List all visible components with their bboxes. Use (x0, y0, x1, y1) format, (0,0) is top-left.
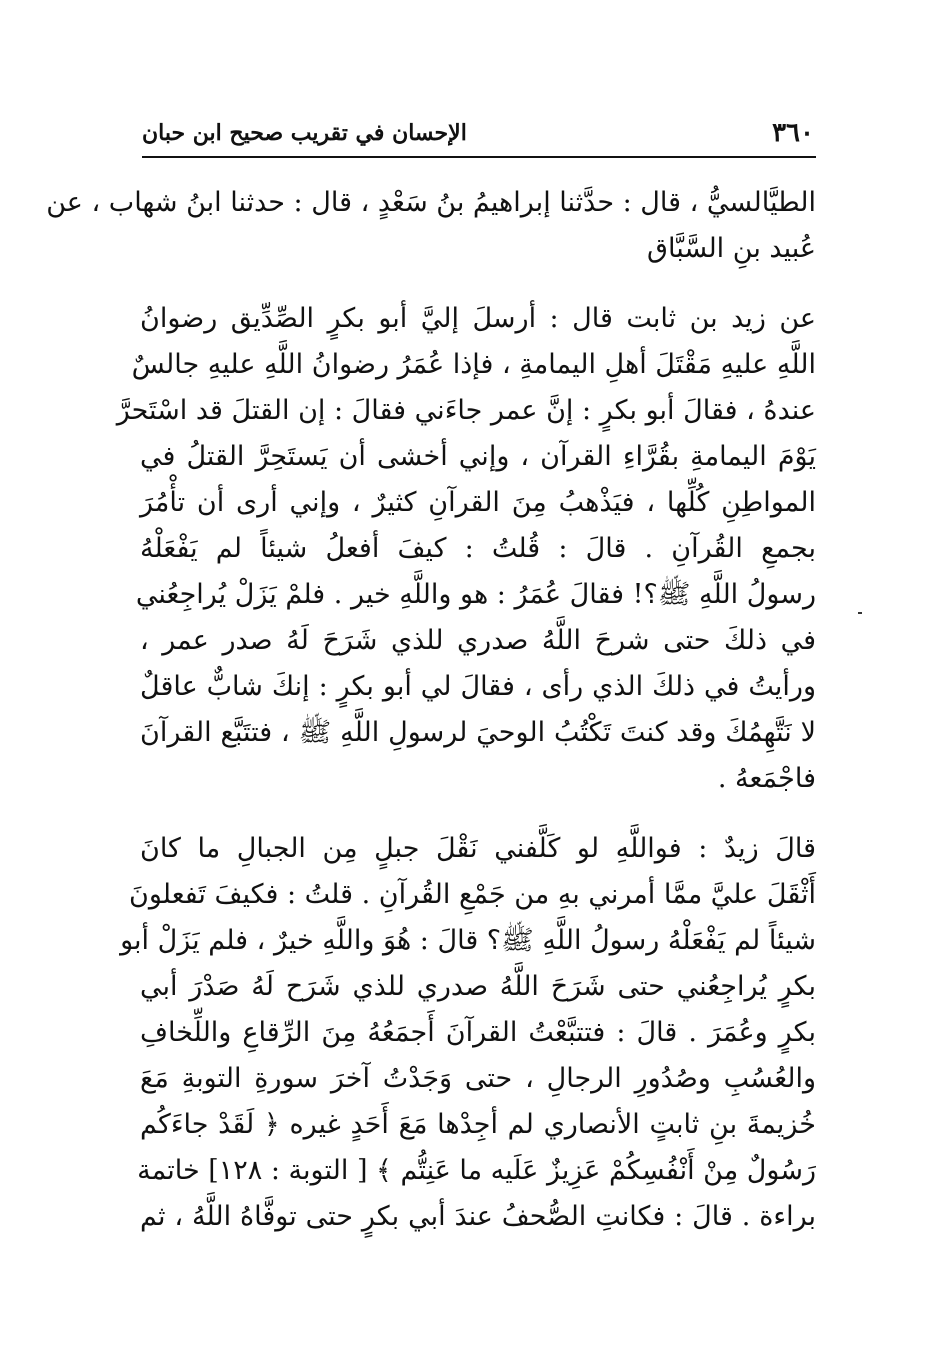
paragraph-gap (140, 272, 816, 296)
text-line: قالَ زيدٌ : فواللَّهِ لو كَلَّفني نَقْلَ جبلٍ مِن الجبالِ ما كانَ (140, 833, 816, 864)
paragraph-3 (120, 826, 816, 1240)
text-line: بكرٍ يُراجِعُني حتى شَرَحَ اللَّهُ صدري للذي شَرَح لَهُ صَدْرَ أبي (140, 971, 816, 1002)
margin-mark (858, 612, 862, 614)
page-number: ٣٦٠ (772, 118, 814, 148)
header-rule (142, 156, 816, 158)
text-line: شيئاً لم يَفْعَلْهُ رسولُ اللَّهِ ﷺ؟ قالَ : هُوَ واللَّهِ خيرٌ ، فلم يَزَلْ أبو (120, 925, 816, 956)
text-line: فاجْمَعهُ . (717, 763, 816, 794)
text-line: اللَّهِ عليهِ مَقْتَلَ أهلِ اليمامةِ ، فإذا عُمَرُ رضوانُ اللَّهِ عليهِ جالسٌ (131, 349, 816, 380)
paragraph-1 (46, 180, 816, 272)
text-line: الطيَّالسيُّ ، قال : حدَّثنا إبراهيمُ بنُ سَعْدٍ ، قال : حدثنا ابنُ شهاب ، عن (46, 187, 816, 218)
text-line: براءة . قالَ : فكانتِ الصُّحفُ عندَ أبي بكرٍ حتى توفَّاهُ اللَّهُ ، ثم (140, 1201, 816, 1232)
text-line: رسولُ اللَّهِ ﷺ؟! فقالَ عُمَرُ : هو واللَّهِ خير . فلمْ يَزَلْ يُراجِعُني (135, 579, 816, 610)
text-line: أَثْقَلَ عليَّ ممَّا أمرني بهِ من جَمْعِ القُرآنِ . قلتُ : فكيفَ تَفعلونَ (129, 879, 816, 910)
text-line: لا نَتَّهِمُكَ وقد كنتَ تَكْتُبُ الوحيَ لرسولِ اللَّهِ ﷺ ، فتتَبَّع القرآنَ (140, 717, 816, 748)
paragraph-gap (140, 802, 816, 826)
text-line: المواطِنِ كُلِّها ، فيَذْهبُ مِنَ القرآنِ كثيرٌ ، وإني أرى أن تأْمُرَ (140, 487, 816, 518)
text-line: عندهُ ، فقالَ أبو بكرٍ : إنَّ عمر جاءَني فقالَ : إن القتلَ قد اسْتَحرَّ (116, 395, 816, 426)
text-line: ورأيتُ في ذلكَ الذي رأى ، فقالَ لي أبو بكرٍ : إنكَ شابٌّ عاقلٌ (140, 671, 816, 702)
text-line: خُزيمةَ بنِ ثابتٍ الأنصاري لم أجِدْها مَعَ أَحَدٍ غيره ﴿ لَقَدْ جاءَكُم (140, 1109, 816, 1140)
body-text (46, 180, 816, 1240)
book-title: الإحسان في تقريب صحيح ابن حبان (142, 120, 467, 146)
text-line: في ذلكَ حتى شرحَ اللَّهُ صدري للذي شَرَحَ لَهُ صدر عمر ، (140, 625, 816, 656)
running-header (142, 116, 814, 156)
text-line: بكرٍ وعُمَرَ . قالَ : فتتبَّعْتُ القرآنَ أَجمَعُهُ مِنَ الرِّقاعِ واللِّخافِ (140, 1017, 816, 1048)
paragraph-2 (116, 296, 816, 802)
text-line: بجمعِ القُرآنِ . قالَ : قُلتُ : كيفَ أفعلُ شيئاً لم يَفْعَلْهُ (140, 533, 816, 564)
text-line: والعُسُبِ وصُدُورِ الرجالِ ، حتى وَجَدْتُ آخرَ سورةِ التوبةِ مَعَ (140, 1063, 816, 1094)
text-line: عن زيد بن ثابت قال : أرسلَ إليَّ أبو بكرٍ الصِّدِّيق رضوانُ (140, 303, 816, 334)
text-line: رَسُولٌ مِنْ أَنْفُسِكُمْ عَزِيزٌ عَلَيه ما عَنِتُّم ﴾ [ التوبة : ١٢٨] خاتمة (137, 1155, 816, 1186)
text-line: عُبيد بنِ السَّبَّاق (647, 233, 816, 264)
text-line: يَوْمَ اليمامةِ بقُرَّاءِ القرآن ، وإني أخشى أن يَستَحِرَّ القتلُ في (140, 441, 816, 472)
